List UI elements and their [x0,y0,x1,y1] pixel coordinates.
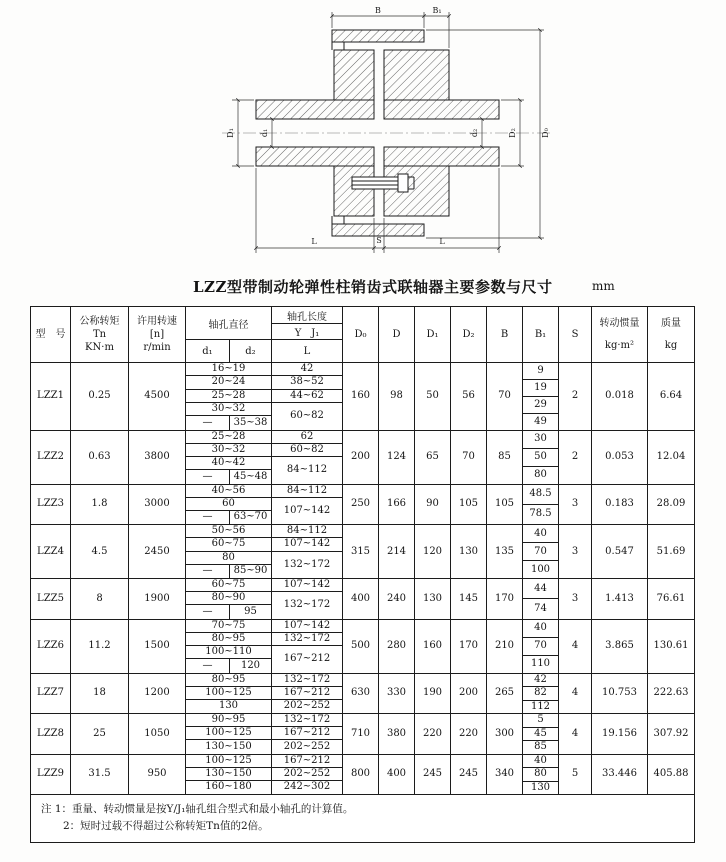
B1-value: 74 [534,602,547,614]
bore-d-cell: 20~24 [186,376,272,389]
speed-value: 1900 [129,579,186,619]
D1-value: 120 [415,525,451,578]
B-value: 105 [487,485,523,525]
b1-block [523,525,559,578]
mass-value: 405.88 [653,768,689,780]
col-header-L: L [303,345,311,357]
S-value: 3 [559,485,592,525]
B1-value: 70 [523,543,558,561]
B-value: 85 [487,431,523,484]
model-cell: LZZ7 [31,674,71,714]
dim-label-D2: D₂ [508,128,517,138]
B1-value: 19 [523,380,558,397]
model-cell: LZZ9 [31,755,71,795]
bore-d-cell: 90~95 [186,714,272,727]
bore-block [186,525,343,578]
S-value: 4 [559,674,592,714]
speed-value: 1200 [129,674,186,714]
B-value: 70 [487,363,523,430]
dim-label-d1: d₁ [260,128,269,138]
bore-d-cell: 60~75 [186,579,272,592]
B1-value: 40 [523,755,558,769]
bore-d-cell: 80~95 [186,674,272,687]
B1-value: 29 [523,397,558,414]
coupling-section-svg [214,0,559,272]
speed-value: 1050 [129,714,186,754]
inertia-value: 19.156 [592,714,648,754]
dim-label-B1: B₁ [432,6,442,15]
bore-length-cell: 107~142 [272,620,342,633]
mass-value: 51.69 [656,545,686,557]
bore-d-cell: 80 [186,552,272,565]
dim-label-D0: D₀ [541,128,550,138]
b1-block [523,674,559,714]
D0-value: 400 [343,579,379,619]
S-value: 2 [559,431,592,484]
table-row [31,674,694,715]
B-value: 300 [487,714,523,754]
D2-value: 130 [451,525,487,578]
bore-length-cell: 202~252 [283,700,331,712]
bore-d-cell: 40~42 [186,457,272,470]
b1-block [523,431,559,484]
D2-value: 170 [451,620,487,673]
col-header-mass: 质量 kg [661,317,681,352]
inertia-value: 0.183 [592,485,648,525]
col-header-D2: D₂ [451,307,487,362]
bore-d-cell: 60 [186,498,272,511]
B1-value: 45 [523,728,558,742]
torque-value: 11.2 [71,620,129,673]
D-value: 124 [379,431,415,484]
speed-value: 2450 [129,525,186,578]
bore-d2-cell: 120 [230,659,272,672]
D0-value: 710 [343,714,379,754]
B1-value: 49 [534,415,547,427]
D2-value: 145 [451,579,487,619]
bore-block [186,485,343,525]
D2-value: 56 [451,363,487,430]
bore-length-cell: 167~212 [283,653,331,665]
notes [31,795,694,842]
bore-d-cell: 130~150 [186,740,272,753]
bore-length-cell: 38~52 [272,376,342,389]
table-row [31,714,694,755]
bore-d-cell: 70~75 [186,620,272,633]
bore-length-cell: 60~82 [272,444,342,457]
D-value: 98 [379,363,415,430]
B-value: 340 [487,755,523,795]
torque-value: 1.8 [71,485,129,525]
b1-block [523,485,559,525]
bore-d-cell: 25~28 [186,431,272,444]
mass-value: 130.61 [653,640,689,651]
col-header-D: D [379,307,415,362]
bore-block [186,620,343,673]
bore-length-cell: 44~62 [272,390,342,403]
torque-value: 4.5 [71,525,129,578]
D0-value: 315 [343,525,379,578]
speed-value: 950 [129,755,186,795]
D0-value: 500 [343,620,379,673]
speed-value: 3800 [129,431,186,484]
dim-label-B: B [375,6,381,15]
S-value: 3 [559,525,592,578]
bore-length-cell: 132~172 [283,599,331,611]
bore-length-cell: 107~142 [272,579,342,592]
col-header-D0: D₀ [343,307,379,362]
bore-d-cell: 25~28 [186,390,272,403]
B1-value: 48.5 [523,485,558,505]
bore-d1-cell: — [186,416,230,429]
bore-length-cell: 132~172 [272,714,342,727]
mass-value: 76.61 [656,592,686,604]
mass-value: 222.63 [653,687,689,699]
model-cell: LZZ6 [31,620,71,673]
D0-value: 200 [343,431,379,484]
inertia-value: 0.547 [592,525,648,578]
torque-value: 18 [71,674,129,714]
bore-length-cell: 84~112 [272,485,342,498]
b1-block [523,714,559,754]
D1-value: 190 [415,674,451,714]
S-value: 5 [559,755,592,795]
bore-d-cell: 160~180 [186,781,272,794]
D-value: 166 [379,485,415,525]
table-row [31,755,694,796]
B1-value: 80 [534,469,547,480]
D2-value: 245 [451,755,487,795]
bore-length-cell: 167~212 [272,727,342,740]
torque-value: 0.63 [71,431,129,484]
bore-d1-cell: — [186,470,230,483]
D1-value: 50 [415,363,451,430]
dim-label-L-right: L [439,237,445,246]
col-header-torque: 公称转矩 Tn KN·m [71,307,129,362]
note-2: 2：短时过载不得超过公称转矩Tn值的2倍。 [63,820,269,833]
bore-d-cell: 100~110 [186,646,272,659]
bore-length-cell: 84~112 [286,464,328,476]
inertia-value: 0.053 [592,431,648,484]
col-header-d1: d₁ [186,340,230,362]
B1-value: 40 [523,620,558,638]
D0-value: 160 [343,363,379,430]
model-cell: LZZ8 [31,714,71,754]
bore-block [186,714,343,754]
table-row [31,525,694,579]
B-value: 265 [487,674,523,714]
D1-value: 130 [415,579,451,619]
inertia-value: 0.018 [592,363,648,430]
D2-value: 70 [451,431,487,484]
D-value: 240 [379,579,415,619]
B1-value: 80 [523,768,558,782]
bore-d-cell: 30~32 [186,403,272,416]
D1-value: 160 [415,620,451,673]
bore-d1-cell: — [186,511,230,524]
S-value: 2 [559,363,592,430]
spec-table [30,306,695,843]
B1-value: 130 [530,781,551,793]
D-value: 214 [379,525,415,578]
note-1: 注 1：重量、转动惯量是按Y/J₁轴孔组合型式和最小轴孔的计算值。 [41,803,354,815]
B1-value: 50 [523,449,558,467]
bore-d-cell: 80~90 [186,592,272,605]
B-value: 135 [487,525,523,578]
bore-length-cell: 132~172 [272,633,342,646]
B1-value: 78.5 [529,508,552,520]
col-header-D1: D₁ [415,307,451,362]
D0-value: 250 [343,485,379,525]
table-row [31,579,694,620]
b1-block [523,363,559,430]
B1-value: 110 [530,658,551,669]
bore-length-cell: 167~212 [272,755,342,768]
bore-d1-cell: — [186,565,230,578]
D-value: 400 [379,755,415,795]
speed-value: 4500 [129,363,186,430]
bore-d-cell: 80~95 [186,633,272,646]
bore-length-cell: 242~302 [283,781,331,793]
bore-d-cell: 130 [186,700,272,713]
model-cell: LZZ4 [31,525,71,578]
dim-label-d2: d₂ [470,128,479,138]
bore-block [186,755,343,795]
bore-block [186,363,343,430]
col-header-model: 型 号 [31,307,71,362]
B1-value: 44 [523,579,558,599]
mass-value: 6.64 [659,390,683,402]
table-row [31,363,694,431]
table-body [31,363,694,795]
model-cell: LZZ3 [31,485,71,525]
dim-label-S: S [376,236,382,245]
bore-block [186,431,343,484]
torque-value: 0.25 [71,363,129,430]
S-value: 3 [559,579,592,619]
D2-value: 105 [451,485,487,525]
page-title: LZZ型带制动轮弹性柱销齿式联轴器主要参数与尺寸 [193,278,553,296]
bore-length-cell: 202~252 [283,740,331,752]
bore-length-cell: 60~82 [290,410,324,422]
bore-length-cell: 62 [272,431,342,444]
D0-value: 630 [343,674,379,714]
table-row [31,485,694,526]
speed-value: 3000 [129,485,186,525]
b1-block [523,755,559,795]
D0-value: 800 [343,755,379,795]
b1-block [523,579,559,619]
bore-length-cell: 84~112 [272,525,342,538]
bore-length-cell: 132~172 [272,674,342,687]
inertia-value: 10.753 [592,674,648,714]
col-header-B: B [487,307,523,362]
D1-value: 90 [415,485,451,525]
table-row [31,620,694,674]
bore-d2-cell: 85~90 [230,565,272,578]
col-header-bore-length [272,307,343,362]
col-header-speed: 许用转速 [n] r/min [129,307,186,362]
D1-value: 220 [415,714,451,754]
bore-length-cell: 202~252 [272,768,342,781]
B1-value: 5 [523,714,558,728]
col-header-inertia: 转动惯量 kg·m² [592,307,648,362]
bore-d-cell: 30~32 [186,444,272,457]
D-value: 330 [379,674,415,714]
mass-value: 12.04 [656,451,686,462]
b1-block [523,620,559,673]
D2-value: 200 [451,674,487,714]
S-value: 4 [559,714,592,754]
bore-d-cell: 60~75 [186,538,272,551]
B1-value: 100 [530,563,551,575]
B1-value: 82 [523,687,558,701]
inertia-value: 1.413 [592,579,648,619]
bore-d-cell: 100~125 [186,755,272,768]
bore-length-label: 轴孔长度 [272,307,342,324]
col-header-bore-diameter [186,307,272,362]
coupling-drawing [214,0,559,272]
bore-length-cell: 107~142 [272,538,342,551]
D-value: 280 [379,620,415,673]
bore-d2-cell: 95 [230,605,272,618]
S-value: 4 [559,620,592,673]
B-value: 210 [487,620,523,673]
D2-value: 220 [451,714,487,754]
bore-d-cell: 50~56 [186,525,272,538]
model-cell: LZZ2 [31,431,71,484]
bore-d-cell: 130~150 [186,768,272,781]
unit-label: mm [592,279,615,293]
table-row [31,431,694,485]
B-value: 170 [487,579,523,619]
yj1-label: Y J₁ [272,324,342,340]
bore-length-cell: 167~212 [272,687,342,700]
torque-value: 31.5 [71,755,129,795]
bore-d-cell: 100~125 [186,687,272,700]
bore-d-cell: 100~125 [186,727,272,740]
bore-length-cell: 42 [272,363,342,376]
B1-value: 42 [523,674,558,688]
bore-d-cell: 16~19 [186,363,272,376]
B1-value: 85 [534,741,547,753]
mass-value: 28.09 [656,498,686,510]
col-header-B1: B₁ [523,307,559,362]
table-header [31,307,694,363]
col-header-d2: d₂ [245,345,256,357]
bore-d2-cell: 45~48 [230,470,272,483]
D1-value: 245 [415,755,451,795]
dim-label-D1: D₁ [226,128,235,138]
bore-d1-cell: — [186,659,230,672]
B1-value: 30 [523,431,558,449]
torque-value: 8 [71,579,129,619]
model-cell: LZZ5 [31,579,71,619]
mass-value: 307.92 [653,727,689,739]
bore-length-cell: 107~142 [283,504,331,516]
bore-d2-cell: 63~70 [230,511,272,524]
speed-value: 1500 [129,620,186,673]
bore-length-cell: 132~172 [283,558,331,570]
col-header-S: S [559,307,592,362]
D1-value: 65 [415,431,451,484]
torque-value: 25 [71,714,129,754]
inertia-value: 3.865 [592,620,648,673]
B1-value: 112 [530,700,551,712]
bore-diameter-label: 轴孔直径 [186,307,271,340]
D-value: 380 [379,714,415,754]
inertia-value: 33.446 [592,755,648,795]
B1-value: 70 [523,638,558,656]
B1-value: 9 [523,363,558,380]
model-cell: LZZ1 [31,363,71,430]
bore-d-cell: 40~56 [186,485,272,498]
bore-d2-cell: 35~38 [230,416,272,429]
bore-block [186,579,343,619]
B1-value: 40 [523,525,558,543]
bore-d1-cell: — [186,605,230,618]
bore-block [186,674,343,714]
dim-label-L-left: L [311,237,317,246]
